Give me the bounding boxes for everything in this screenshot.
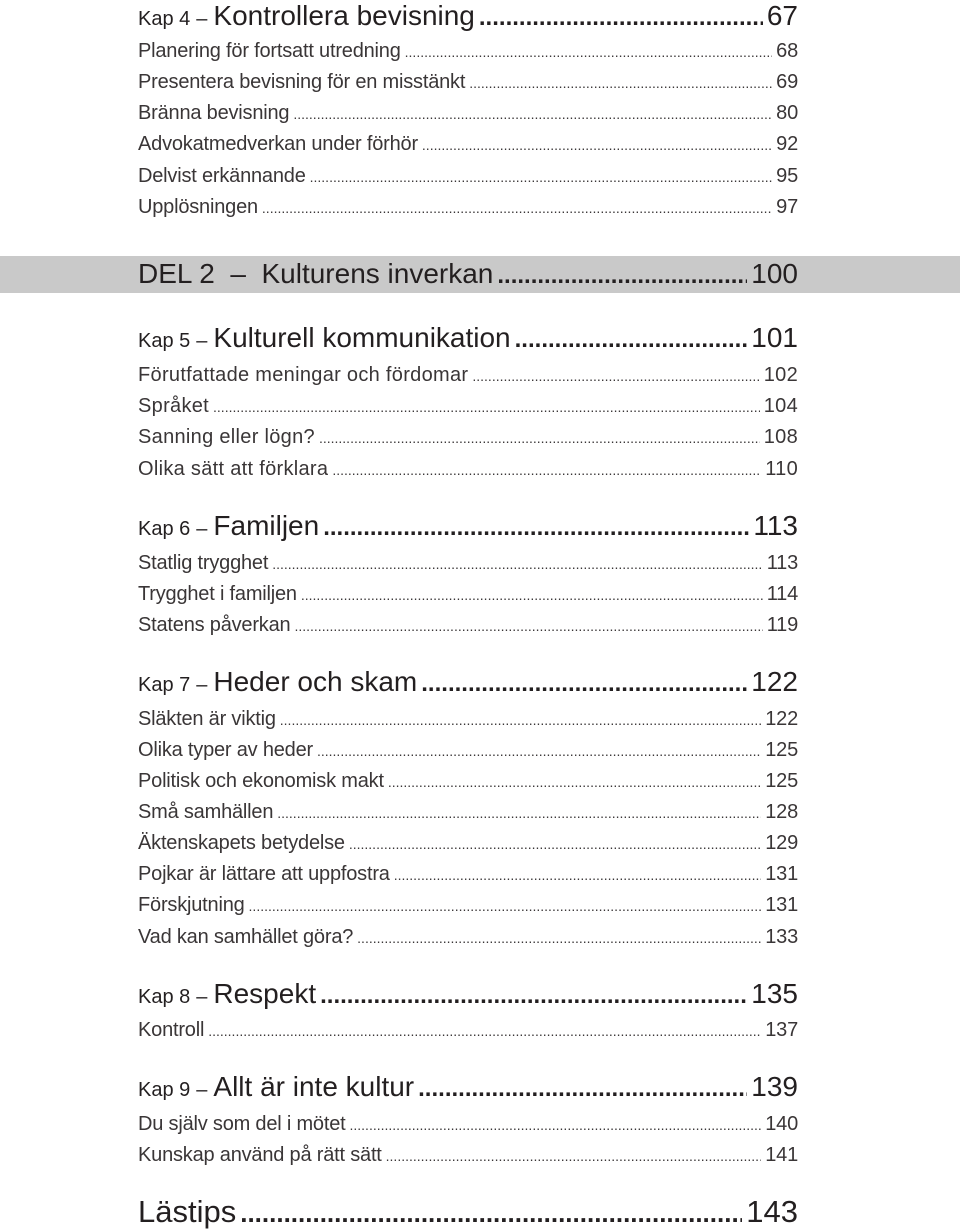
page-number: 67 — [766, 0, 798, 31]
toc-entry: Planering för fortsatt utredning ..... 68 — [138, 40, 798, 63]
toc-entry: Advokatmedverkan under förhör ..... 92 — [138, 133, 798, 156]
toc-chapter-6: Kap 6 – Familjen ..... 113 — [138, 510, 798, 542]
toc-part-2 — [138, 258, 798, 290]
toc-entry: Språket ..... 104 — [138, 395, 798, 418]
toc-entry: Olika sätt att förklara ..... 110 — [138, 458, 798, 481]
toc-entry: Statens påverkan ..... 119 — [138, 614, 798, 637]
toc-entry: Släkten är viktig ..... 122 — [138, 708, 798, 731]
chapter-title: Familjen — [213, 510, 320, 541]
page-number: 113 — [753, 510, 798, 541]
chapter-title: Allt är inte kultur — [213, 1071, 415, 1102]
leader-dots — [479, 4, 763, 32]
chapter-title: Heder och skam — [213, 666, 418, 697]
toc-entry: Förskjutning ..... 131 — [138, 894, 798, 917]
toc-chapter-5: Kap 5 – Kulturell kommunikation ..... 101 — [138, 322, 798, 354]
chapter-number: Kap 6 — [138, 518, 191, 540]
toc-entry: Pojkar är lättare att uppfostra ..... 131 — [138, 863, 798, 886]
chapter-number: Kap 9 — [138, 1079, 191, 1101]
toc-chapter-7: Kap 7 – Heder och skam ..... 122 — [138, 666, 798, 698]
toc-entry: Vad kan samhället göra? ..... 133 — [138, 926, 798, 949]
leader-dots — [421, 670, 747, 698]
page-number: 143 — [746, 1194, 798, 1229]
toc-entry: Sanning eller lögn? ..... 108 — [138, 426, 798, 449]
toc-entry: Förutfattade meningar och fördomar ..... 102 — [138, 364, 798, 387]
page-number: 101 — [751, 322, 798, 353]
toc-entry: Kontroll ..... 137 — [138, 1019, 798, 1042]
toc-entry: Delvist erkännande ..... 95 — [138, 165, 798, 188]
toc-entry: Bränna bevisning ..... 80 — [138, 102, 798, 125]
toc-entry: Äktenskapets betydelse ..... 129 — [138, 832, 798, 855]
toc-entry: Statlig trygghet ..... 113 — [138, 552, 798, 575]
leader-dots — [240, 1198, 742, 1229]
toc-entry: Olika typer av heder ..... 125 — [138, 739, 798, 762]
part-title: DEL 2 – Kulturens inverkan — [138, 258, 494, 289]
toc-entry: Upplösningen ..... 97 — [138, 196, 798, 219]
chapter-number: Kap 7 — [138, 674, 191, 696]
toc-chapter-9: Kap 9 – Allt är inte kultur ..... 139 — [138, 1071, 798, 1103]
toc-entry: Politisk och ekonomisk makt ..... 125 — [138, 770, 798, 793]
page-number: 135 — [751, 978, 798, 1009]
toc-chapter-8: Kap 8 – Respekt ..... 135 — [138, 978, 798, 1010]
chapter-number: Kap 5 — [138, 330, 191, 352]
page-number: 122 — [751, 666, 798, 697]
toc-entry: Trygghet i familjen ..... 114 — [138, 583, 798, 606]
chapter-number: Kap 8 — [138, 986, 191, 1008]
chapter-title: Kontrollera bevisning — [213, 0, 475, 31]
chapter-number: Kap 4 — [138, 8, 191, 30]
toc-chapter-4: Kap 4 – Kontrollera bevisning ..... 67 — [138, 0, 798, 32]
page-number: 100 — [751, 258, 798, 289]
toc-entry: Kunskap använd på rätt sätt ..... 141 — [138, 1144, 798, 1167]
page-number: 139 — [751, 1071, 798, 1102]
leader-dots — [418, 1075, 747, 1103]
chapter-title: Respekt — [213, 978, 317, 1009]
leader-dots — [515, 326, 748, 354]
toc-entry: Presentera bevisning för en misstänkt ..... 69 — [138, 71, 798, 94]
toc-entry: Du själv som del i mötet ..... 140 — [138, 1113, 798, 1136]
toc-reading-tips — [138, 1194, 798, 1230]
toc-entry: Små samhällen ..... 128 — [138, 801, 798, 824]
section-title: Lästips — [138, 1194, 237, 1229]
leader-dots — [497, 262, 747, 290]
leader-dots — [323, 514, 749, 542]
chapter-title: Kulturell kommunikation — [213, 322, 511, 353]
leader-dots — [320, 982, 747, 1010]
